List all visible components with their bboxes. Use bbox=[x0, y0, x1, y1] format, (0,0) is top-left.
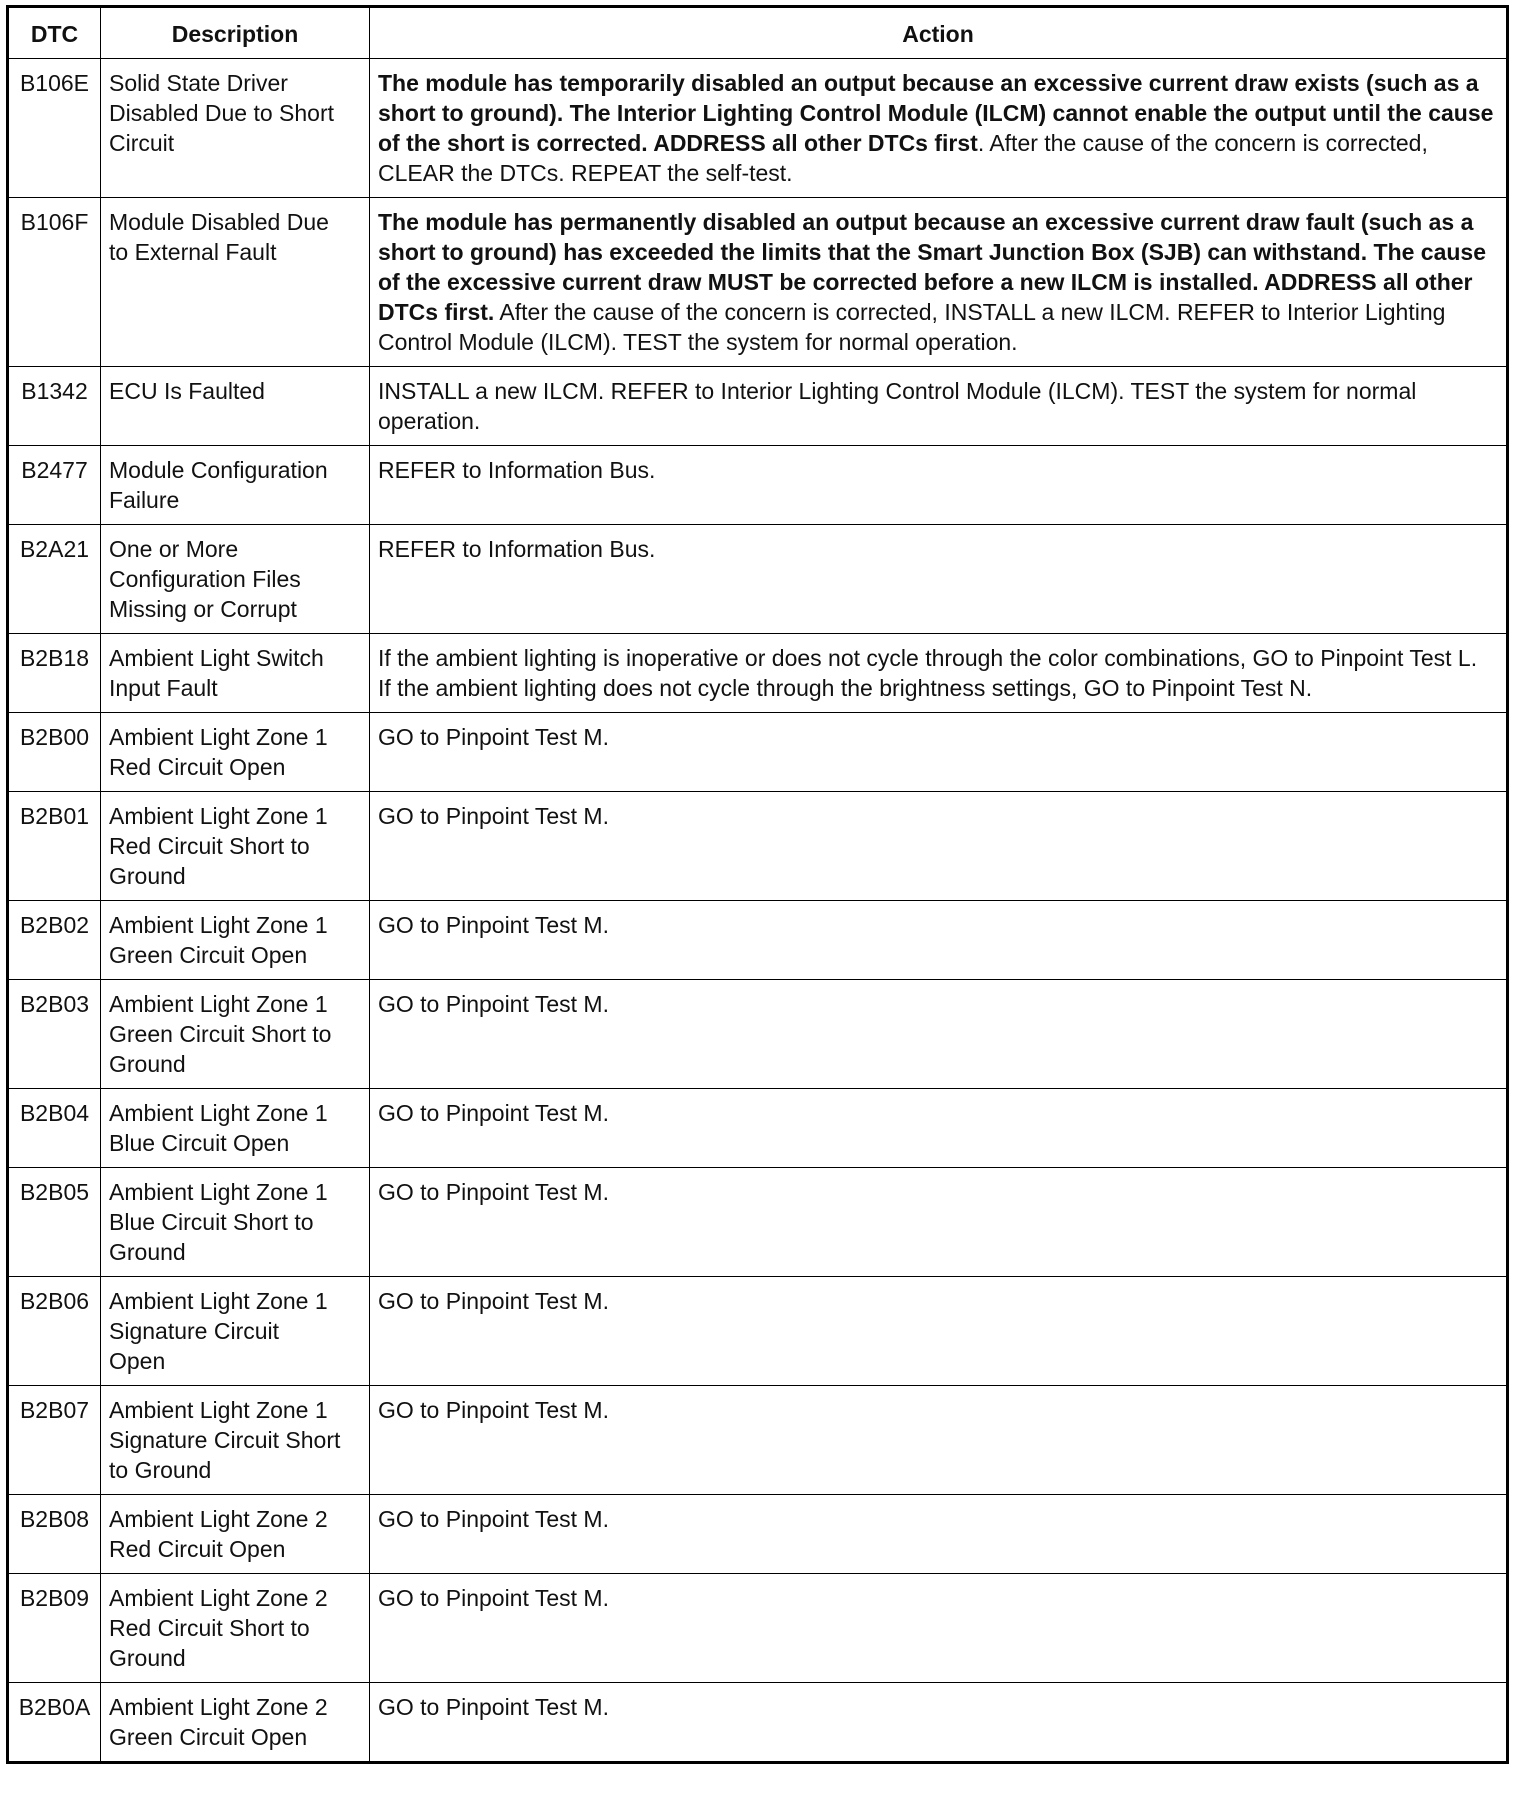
header-row bbox=[8, 7, 1508, 59]
action-normal-text: GO to Pinpoint Test M. bbox=[378, 1506, 609, 1532]
action-normal-text: GO to Pinpoint Test M. bbox=[378, 1100, 609, 1126]
action-text bbox=[378, 910, 1498, 940]
action-normal-text: GO to Pinpoint Test M. bbox=[378, 912, 609, 938]
action-text bbox=[378, 68, 1498, 188]
table-row bbox=[8, 446, 1508, 525]
table-row bbox=[8, 634, 1508, 713]
action-text bbox=[378, 1504, 1498, 1534]
dtc-description bbox=[101, 901, 370, 980]
dtc-description bbox=[101, 367, 370, 446]
dtc-description bbox=[101, 792, 370, 901]
dtc-action bbox=[370, 1089, 1508, 1168]
description-line: Ground bbox=[109, 1645, 186, 1671]
description-line: Ground bbox=[109, 863, 186, 889]
description-line: Input Fault bbox=[109, 675, 218, 701]
table-row bbox=[8, 198, 1508, 367]
action-normal-text: INSTALL a new ILCM. REFER to Interior Lighting Control Module (ILCM). TEST the system for normal operation. bbox=[378, 378, 1417, 434]
header-description: Description bbox=[101, 7, 370, 59]
description-line: ECU Is Faulted bbox=[109, 378, 265, 404]
action-normal-text: GO to Pinpoint Test M. bbox=[378, 1694, 609, 1720]
dtc-action bbox=[370, 713, 1508, 792]
dtc-description bbox=[101, 1168, 370, 1277]
action-text bbox=[378, 989, 1498, 1019]
action-normal-text: REFER to Information Bus. bbox=[378, 536, 656, 562]
dtc-code: B2B00 bbox=[8, 713, 101, 792]
dtc-action bbox=[370, 980, 1508, 1089]
action-normal-text: GO to Pinpoint Test M. bbox=[378, 1397, 609, 1423]
action-normal-text: GO to Pinpoint Test M. bbox=[378, 1585, 609, 1611]
description-line: Missing or Corrupt bbox=[109, 596, 297, 622]
dtc-description bbox=[101, 1683, 370, 1763]
action-text bbox=[378, 1286, 1498, 1316]
dtc-action bbox=[370, 901, 1508, 980]
dtc-action bbox=[370, 1574, 1508, 1683]
table-row bbox=[8, 525, 1508, 634]
description-line: Ambient Light Zone 2 bbox=[109, 1585, 328, 1611]
description-line: Green Circuit Open bbox=[109, 942, 308, 968]
description-line: Open bbox=[109, 1348, 166, 1374]
description-line: Ambient Light Switch bbox=[109, 645, 324, 671]
dtc-code: B2B07 bbox=[8, 1386, 101, 1495]
description-line: Red Circuit Short to bbox=[109, 1615, 310, 1641]
dtc-action bbox=[370, 1277, 1508, 1386]
table-row bbox=[8, 59, 1508, 198]
dtc-code: B2B09 bbox=[8, 1574, 101, 1683]
action-text bbox=[378, 455, 1498, 485]
dtc-action bbox=[370, 1683, 1508, 1763]
action-normal-text: REFER to Information Bus. bbox=[378, 457, 656, 483]
description-line: Failure bbox=[109, 487, 180, 513]
description-line: Signature Circuit Short bbox=[109, 1427, 341, 1453]
dtc-code: B2A21 bbox=[8, 525, 101, 634]
dtc-action bbox=[370, 1386, 1508, 1495]
description-line: Green Circuit Open bbox=[109, 1724, 308, 1750]
action-normal-text: After the cause of the concern is corrected, INSTALL a new ILCM. REFER to Interior Lighting Control Module (ILCM). TEST the system for normal operation. bbox=[378, 299, 1446, 355]
dtc-code: B2B01 bbox=[8, 792, 101, 901]
table-row bbox=[8, 1386, 1508, 1495]
table-row bbox=[8, 1277, 1508, 1386]
table-row bbox=[8, 901, 1508, 980]
dtc-code: B106E bbox=[8, 59, 101, 198]
description-line: Red Circuit Open bbox=[109, 754, 286, 780]
dtc-description bbox=[101, 1386, 370, 1495]
dtc-table bbox=[6, 5, 1509, 1764]
dtc-action bbox=[370, 634, 1508, 713]
dtc-description bbox=[101, 525, 370, 634]
dtc-code: B2477 bbox=[8, 446, 101, 525]
description-line: Ambient Light Zone 1 bbox=[109, 803, 328, 829]
dtc-description bbox=[101, 1574, 370, 1683]
dtc-code: B2B03 bbox=[8, 980, 101, 1089]
dtc-code: B2B04 bbox=[8, 1089, 101, 1168]
header-action: Action bbox=[370, 7, 1508, 59]
description-line: Ambient Light Zone 1 bbox=[109, 912, 328, 938]
dtc-code: B2B06 bbox=[8, 1277, 101, 1386]
dtc-action bbox=[370, 525, 1508, 634]
table-row bbox=[8, 367, 1508, 446]
dtc-action bbox=[370, 792, 1508, 901]
dtc-description bbox=[101, 59, 370, 198]
dtc-description bbox=[101, 713, 370, 792]
dtc-description bbox=[101, 634, 370, 713]
action-text bbox=[378, 376, 1498, 436]
description-line: Ground bbox=[109, 1239, 186, 1265]
description-line: Ambient Light Zone 1 bbox=[109, 1179, 328, 1205]
dtc-action bbox=[370, 198, 1508, 367]
table-row bbox=[8, 980, 1508, 1089]
action-text bbox=[378, 1583, 1498, 1613]
header-dtc: DTC bbox=[8, 7, 101, 59]
action-text bbox=[378, 1177, 1498, 1207]
dtc-action bbox=[370, 59, 1508, 198]
description-line: Green Circuit Short to bbox=[109, 1021, 332, 1047]
dtc-description bbox=[101, 1277, 370, 1386]
description-line: Ambient Light Zone 1 bbox=[109, 724, 328, 750]
dtc-action bbox=[370, 446, 1508, 525]
action-extra-text: If the ambient lighting does not cycle through the brightness settings, GO to Pinpoint Test N. bbox=[378, 675, 1313, 701]
action-text bbox=[378, 534, 1498, 564]
description-line: One or More bbox=[109, 536, 239, 562]
dtc-code: B2B02 bbox=[8, 901, 101, 980]
description-line: Configuration Files bbox=[109, 566, 301, 592]
action-normal-text: GO to Pinpoint Test M. bbox=[378, 803, 609, 829]
action-normal-text: GO to Pinpoint Test M. bbox=[378, 991, 609, 1017]
action-normal-text: . After the cause of the concern is corrected, CLEAR the DTCs. REPEAT the self-test. bbox=[378, 130, 1428, 186]
dtc-code: B2B08 bbox=[8, 1495, 101, 1574]
description-line: Blue Circuit Open bbox=[109, 1130, 290, 1156]
action-normal-text: If the ambient lighting is inoperative or does not cycle through the color combinations, GO to Pinpoint Test L. bbox=[378, 645, 1478, 671]
table-row bbox=[8, 1495, 1508, 1574]
action-normal-text: GO to Pinpoint Test M. bbox=[378, 724, 609, 750]
dtc-code: B1342 bbox=[8, 367, 101, 446]
dtc-code: B2B18 bbox=[8, 634, 101, 713]
dtc-description bbox=[101, 1495, 370, 1574]
description-line: Disabled Due to Short bbox=[109, 100, 335, 126]
action-bold-text: The module has temporarily disabled an output because an excessive current draw exists (such as a short to ground). The Interior Lighting Control Module (ILCM) cannot enable the output until the cause of the short is corrected. ADDRESS all other DTCs first bbox=[378, 70, 1494, 156]
dtc-code: B2B05 bbox=[8, 1168, 101, 1277]
action-text bbox=[378, 1692, 1498, 1722]
dtc-description bbox=[101, 198, 370, 367]
action-text bbox=[378, 643, 1498, 673]
dtc-code: B106F bbox=[8, 198, 101, 367]
description-line: Signature Circuit bbox=[109, 1318, 280, 1344]
action-text bbox=[378, 207, 1498, 357]
description-line: Ambient Light Zone 1 bbox=[109, 1397, 328, 1423]
description-line: Red Circuit Short to bbox=[109, 833, 310, 859]
table-row bbox=[8, 713, 1508, 792]
description-line: to External Fault bbox=[109, 239, 277, 265]
dtc-action bbox=[370, 1168, 1508, 1277]
description-line: Blue Circuit Short to bbox=[109, 1209, 314, 1235]
table-row bbox=[8, 1168, 1508, 1277]
description-line: Ambient Light Zone 1 bbox=[109, 1288, 328, 1314]
table-row bbox=[8, 1089, 1508, 1168]
action-bold-text: The module has permanently disabled an output because an excessive current draw fault (such as a short to ground) has exceeded the limits that the Smart Junction Box (SJB) can withstand. The cause of the excessive current draw MUST be corrected before a new ILCM is installed. ADDRESS all other DTCs first. bbox=[378, 209, 1487, 325]
description-line: Ambient Light Zone 2 bbox=[109, 1694, 328, 1720]
table-body bbox=[8, 59, 1508, 1763]
dtc-action bbox=[370, 1495, 1508, 1574]
description-line: Red Circuit Open bbox=[109, 1536, 286, 1562]
description-line: Module Disabled Due bbox=[109, 209, 329, 235]
description-line: to Ground bbox=[109, 1457, 212, 1483]
dtc-action bbox=[370, 367, 1508, 446]
action-normal-text: GO to Pinpoint Test M. bbox=[378, 1179, 609, 1205]
action-text bbox=[378, 1098, 1498, 1128]
dtc-description bbox=[101, 980, 370, 1089]
dtc-code: B2B0A bbox=[8, 1683, 101, 1763]
description-line: Ambient Light Zone 1 bbox=[109, 991, 328, 1017]
description-line: Module Configuration bbox=[109, 457, 328, 483]
table-row bbox=[8, 792, 1508, 901]
description-line: Circuit bbox=[109, 130, 175, 156]
action-text bbox=[378, 801, 1498, 831]
dtc-description bbox=[101, 1089, 370, 1168]
action-text bbox=[378, 722, 1498, 752]
description-line: Ground bbox=[109, 1051, 186, 1077]
description-line: Solid State Driver bbox=[109, 70, 288, 96]
action-text bbox=[378, 1395, 1498, 1425]
table-row bbox=[8, 1574, 1508, 1683]
table-row bbox=[8, 1683, 1508, 1763]
description-line: Ambient Light Zone 2 bbox=[109, 1506, 328, 1532]
table-header bbox=[8, 7, 1508, 59]
dtc-description bbox=[101, 446, 370, 525]
description-line: Ambient Light Zone 1 bbox=[109, 1100, 328, 1126]
action-normal-text: GO to Pinpoint Test M. bbox=[378, 1288, 609, 1314]
